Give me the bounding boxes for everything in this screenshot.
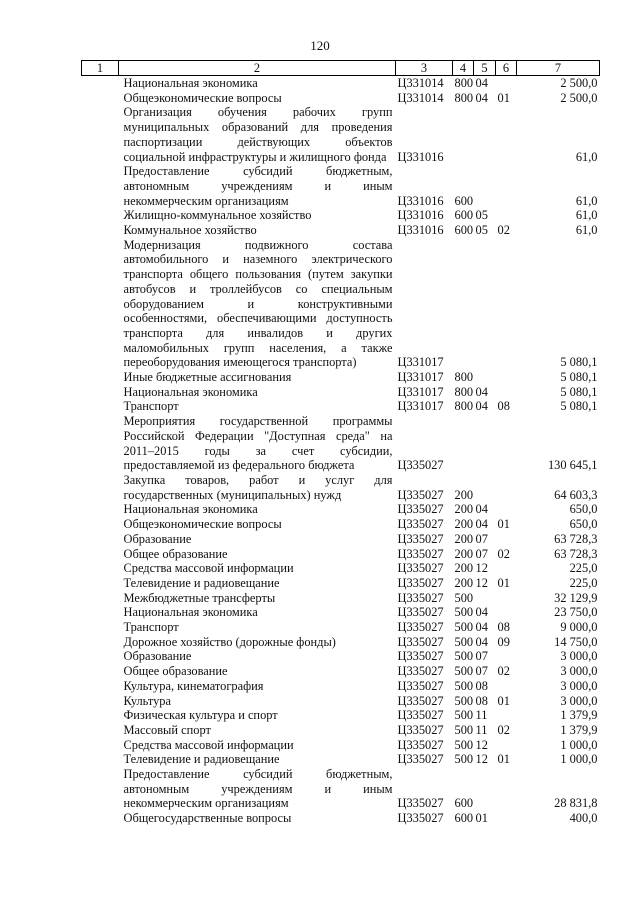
section-cell: 05 — [475, 208, 488, 223]
target-code-cell: Ц331016 — [397, 193, 444, 208]
amount-cell: 14 750,0 — [554, 634, 598, 649]
amount-cell: 3 000,0 — [560, 693, 598, 708]
section-cell: 12 — [475, 752, 488, 767]
table-row — [82, 576, 600, 591]
column-header: 7 — [517, 61, 600, 76]
table-row — [82, 238, 600, 370]
section-cell: 07 — [475, 531, 488, 546]
target-code-cell: Ц335027 — [397, 561, 444, 576]
item-name-cell: Иные бюджетные ассигнования — [123, 370, 292, 385]
item-name-cell: Межбюджетные трансферты — [123, 590, 276, 605]
subsection-cell — [496, 561, 517, 576]
subsection-cell: 02 — [497, 664, 510, 679]
expense-type-cell: 500 — [454, 678, 474, 693]
target-code-cell: Ц335027 — [397, 664, 444, 679]
subsection-cell: 02 — [497, 223, 510, 238]
table-row — [82, 811, 600, 826]
target-code-cell: Ц335027 — [397, 634, 444, 649]
row-number-cell — [82, 767, 119, 811]
row-number-cell — [82, 473, 119, 502]
expense-type-cell: 500 — [454, 664, 474, 679]
item-name-cell: Национальная экономика — [123, 605, 258, 620]
row-number-cell — [82, 547, 119, 562]
expense-type-cell: 200 — [454, 575, 474, 590]
amount-cell: 9 000,0 — [560, 620, 598, 635]
section-cell: 04 — [475, 634, 488, 649]
amount-cell: 5 080,1 — [560, 355, 598, 370]
table-row — [82, 591, 600, 606]
section-cell — [474, 414, 496, 473]
column-header: 4 — [453, 61, 474, 76]
column-header: 1 — [82, 61, 119, 76]
row-number-cell — [82, 752, 119, 767]
expense-type-cell: 600 — [454, 193, 474, 208]
item-name-cell: Физическая культура и спорт — [123, 708, 278, 723]
row-number-cell — [82, 164, 119, 208]
budget-table — [81, 60, 600, 826]
amount-cell: 3 000,0 — [560, 649, 598, 664]
expense-type-cell: 200 — [454, 546, 474, 561]
expense-type-cell: 500 — [454, 708, 474, 723]
subsection-cell — [496, 591, 517, 606]
row-number-cell — [82, 620, 119, 635]
item-name-cell: Общеэкономические вопросы — [123, 517, 282, 532]
target-code-cell: Ц335027 — [397, 811, 444, 826]
expense-type-cell: 600 — [454, 223, 474, 238]
subsection-cell — [496, 811, 517, 826]
target-code-cell: Ц335027 — [397, 796, 444, 811]
table-row — [82, 649, 600, 664]
table-row — [82, 473, 600, 502]
item-name-cell: Общегосударственные вопросы — [123, 811, 292, 826]
section-cell: 04 — [475, 502, 488, 517]
subsection-cell — [496, 679, 517, 694]
row-number-cell — [82, 635, 119, 650]
column-header: 5 — [474, 61, 496, 76]
table-row — [82, 105, 600, 164]
subsection-cell — [496, 164, 517, 208]
expense-type-cell: 800 — [454, 76, 474, 90]
table-row — [82, 517, 600, 532]
target-code-cell: Ц335027 — [397, 487, 444, 502]
section-cell: 01 — [475, 811, 488, 826]
expense-type-cell: 500 — [454, 737, 474, 752]
section-cell: 08 — [475, 678, 488, 693]
section-cell: 07 — [475, 649, 488, 664]
row-number-cell — [82, 723, 119, 738]
item-name-cell: Транспорт — [123, 620, 179, 635]
row-number-cell — [82, 649, 119, 664]
amount-cell: 1 000,0 — [560, 737, 598, 752]
amount-cell: 3 000,0 — [560, 678, 598, 693]
item-name-cell: Организация обучения рабочих групп муниципальных образований для проведения паспортизации действующих объектов социальной инфраструктуры и жилищного фонда — [123, 105, 393, 164]
item-name-cell: Закупка товаров, работ и услуг для государственных (муниципальных) нужд — [123, 472, 393, 502]
table-row — [82, 723, 600, 738]
target-code-cell: Ц335027 — [397, 605, 444, 620]
item-name-cell: Массовый спорт — [123, 722, 211, 737]
table-row — [82, 708, 600, 723]
row-number-cell — [82, 708, 119, 723]
target-code-cell: Ц335027 — [397, 752, 444, 767]
row-number-cell — [82, 679, 119, 694]
row-number-cell — [82, 238, 119, 370]
subsection-cell — [496, 238, 517, 370]
amount-cell: 5 080,1 — [560, 399, 598, 414]
subsection-cell: 08 — [497, 399, 510, 414]
amount-cell: 650,0 — [569, 502, 598, 517]
item-name-cell: Средства массовой информации — [123, 737, 294, 752]
target-code-cell: Ц335027 — [397, 531, 444, 546]
column-header: 6 — [496, 61, 517, 76]
subsection-cell: 02 — [497, 546, 510, 561]
section-cell: 04 — [475, 605, 488, 620]
expense-type-cell: 200 — [454, 561, 474, 576]
table-row — [82, 561, 600, 576]
table-row — [82, 679, 600, 694]
amount-cell: 130 645,1 — [547, 458, 598, 473]
table-row — [82, 370, 600, 385]
target-code-cell: Ц335027 — [397, 458, 444, 473]
table-row — [82, 635, 600, 650]
row-number-cell — [82, 502, 119, 517]
expense-type-cell: 500 — [454, 620, 474, 635]
subsection-cell: 01 — [497, 693, 510, 708]
row-number-cell — [82, 561, 119, 576]
target-code-cell: Ц335027 — [397, 693, 444, 708]
item-name-cell: Дорожное хозяйство (дорожные фонды) — [123, 634, 336, 649]
row-number-cell — [82, 223, 119, 238]
table-row — [82, 76, 600, 91]
target-code-cell: Ц331017 — [397, 384, 444, 399]
amount-cell: 32 129,9 — [554, 590, 598, 605]
row-number-cell — [82, 105, 119, 164]
section-cell: 11 — [475, 722, 488, 737]
section-cell — [474, 238, 496, 370]
section-cell — [474, 767, 496, 811]
table-row — [82, 502, 600, 517]
subsection-cell — [496, 605, 517, 620]
item-name-cell: Телевидение и радиовещание — [123, 575, 280, 590]
section-cell: 04 — [475, 384, 488, 399]
subsection-cell — [496, 738, 517, 753]
item-name-cell: Общее образование — [123, 546, 228, 561]
target-code-cell: Ц331016 — [397, 149, 444, 164]
target-code-cell: Ц335027 — [397, 590, 444, 605]
table-row — [82, 605, 600, 620]
table-row — [82, 223, 600, 238]
subsection-cell — [496, 105, 517, 164]
row-number-cell — [82, 414, 119, 473]
table-row — [82, 208, 600, 223]
table-row — [82, 547, 600, 562]
subsection-cell — [496, 502, 517, 517]
row-number-cell — [82, 532, 119, 547]
item-name-cell: Национальная экономика — [123, 76, 258, 90]
item-name-cell: Общее образование — [123, 664, 228, 679]
amount-cell: 1 379,9 — [560, 722, 598, 737]
subsection-cell — [496, 532, 517, 547]
section-cell: 12 — [475, 737, 488, 752]
item-name-cell: Предоставление субсидий бюджетным, автономным учреждениям и иным некоммерческим организациям — [123, 767, 393, 811]
amount-cell: 400,0 — [569, 811, 598, 826]
section-cell: 05 — [475, 223, 488, 238]
expense-type-cell: 800 — [454, 90, 474, 105]
section-cell — [474, 473, 496, 502]
subsection-cell — [496, 414, 517, 473]
section-cell: 12 — [475, 575, 488, 590]
subsection-cell — [496, 76, 517, 91]
row-number-cell — [82, 811, 119, 826]
table-row — [82, 91, 600, 106]
amount-cell: 3 000,0 — [560, 664, 598, 679]
item-name-cell: Телевидение и радиовещание — [123, 752, 280, 767]
section-cell: 04 — [475, 76, 488, 90]
target-code-cell: Ц335027 — [397, 620, 444, 635]
item-name-cell: Модернизация подвижного состава автомобильного и наземного электрического транспорта общего пользования (путем закупки автобусов и троллейбусов со специальным оборудованием и конструктивными особенностями, обеспечивающими доступность транспорта для инвалидов и других маломобильных групп населения, а также переоборудования имеющегося транспорта) — [123, 237, 393, 370]
item-name-cell: Средства массовой информации — [123, 561, 294, 576]
row-number-cell — [82, 694, 119, 709]
item-name-cell: Общеэкономические вопросы — [123, 90, 282, 105]
target-code-cell: Ц335027 — [397, 678, 444, 693]
table-row — [82, 399, 600, 414]
item-name-cell: Национальная экономика — [123, 502, 258, 517]
amount-cell: 1 000,0 — [560, 752, 598, 767]
header-row — [82, 61, 600, 76]
section-cell: 04 — [475, 517, 488, 532]
subsection-cell — [496, 385, 517, 400]
section-cell — [474, 164, 496, 208]
expense-type-cell: 600 — [454, 811, 474, 826]
expense-type-cell: 200 — [454, 502, 474, 517]
subsection-cell: 01 — [497, 752, 510, 767]
item-name-cell: Национальная экономика — [123, 384, 258, 399]
amount-cell: 2 500,0 — [560, 76, 598, 90]
expense-type-cell — [453, 105, 474, 164]
table-row — [82, 620, 600, 635]
expense-type-cell — [453, 414, 474, 473]
subsection-cell: 08 — [497, 620, 510, 635]
subsection-cell — [496, 708, 517, 723]
amount-cell: 1 379,9 — [560, 708, 598, 723]
amount-cell: 61,0 — [575, 193, 598, 208]
expense-type-cell: 500 — [454, 752, 474, 767]
subsection-cell: 01 — [497, 90, 510, 105]
amount-cell: 5 080,1 — [560, 370, 598, 385]
row-number-cell — [82, 385, 119, 400]
table-row — [82, 738, 600, 753]
target-code-cell: Ц331014 — [397, 90, 444, 105]
target-code-cell: Ц335027 — [397, 517, 444, 532]
table-row — [82, 664, 600, 679]
expense-type-cell: 500 — [454, 590, 474, 605]
target-code-cell: Ц331017 — [397, 355, 444, 370]
table-row — [82, 385, 600, 400]
amount-cell: 61,0 — [575, 208, 598, 223]
section-cell: 04 — [475, 620, 488, 635]
row-number-cell — [82, 399, 119, 414]
subsection-cell — [496, 370, 517, 385]
subsection-cell — [496, 649, 517, 664]
row-number-cell — [82, 517, 119, 532]
table-row — [82, 164, 600, 208]
target-code-cell: Ц335027 — [397, 708, 444, 723]
row-number-cell — [82, 605, 119, 620]
target-code-cell: Ц331016 — [397, 223, 444, 238]
expense-type-cell: 500 — [454, 605, 474, 620]
target-code-cell: Ц331014 — [397, 76, 444, 90]
expense-type-cell: 200 — [454, 487, 474, 502]
target-code-cell: Ц335027 — [397, 649, 444, 664]
row-number-cell — [82, 76, 119, 91]
row-number-cell — [82, 576, 119, 591]
item-name-cell: Культура — [123, 693, 171, 708]
amount-cell: 650,0 — [569, 517, 598, 532]
item-name-cell: Коммунальное хозяйство — [123, 223, 257, 238]
amount-cell: 2 500,0 — [560, 90, 598, 105]
expense-type-cell: 500 — [454, 722, 474, 737]
section-cell: 04 — [475, 90, 488, 105]
amount-cell: 225,0 — [569, 561, 598, 576]
table-row — [82, 694, 600, 709]
target-code-cell: Ц335027 — [397, 722, 444, 737]
section-cell: 07 — [475, 664, 488, 679]
item-name-cell: Образование — [123, 531, 192, 546]
page-number: 120 — [310, 38, 330, 53]
expense-type-cell: 500 — [454, 634, 474, 649]
target-code-cell: Ц335027 — [397, 737, 444, 752]
subsection-cell — [496, 473, 517, 502]
row-number-cell — [82, 91, 119, 106]
amount-cell: 23 750,0 — [554, 605, 598, 620]
expense-type-cell: 200 — [454, 531, 474, 546]
expense-type-cell: 800 — [454, 370, 474, 385]
target-code-cell: Ц335027 — [397, 546, 444, 561]
table-row — [82, 532, 600, 547]
expense-type-cell: 600 — [454, 208, 474, 223]
amount-cell: 225,0 — [569, 575, 598, 590]
amount-cell: 61,0 — [575, 149, 598, 164]
section-cell — [474, 105, 496, 164]
subsection-cell: 01 — [497, 575, 510, 590]
row-number-cell — [82, 738, 119, 753]
section-cell: 07 — [475, 546, 488, 561]
row-number-cell — [82, 591, 119, 606]
expense-type-cell — [453, 238, 474, 370]
expense-type-cell: 500 — [454, 693, 474, 708]
item-name-cell: Транспорт — [123, 399, 179, 414]
section-cell: 04 — [475, 399, 488, 414]
amount-cell: 61,0 — [575, 223, 598, 238]
table-row — [82, 767, 600, 811]
amount-cell: 5 080,1 — [560, 384, 598, 399]
expense-type-cell: 600 — [454, 796, 474, 811]
expense-type-cell: 800 — [454, 399, 474, 414]
target-code-cell: Ц335027 — [397, 502, 444, 517]
section-cell: 08 — [475, 693, 488, 708]
subsection-cell: 02 — [497, 722, 510, 737]
section-cell — [474, 370, 496, 385]
section-cell: 12 — [475, 561, 488, 576]
item-name-cell: Предоставление субсидий бюджетным, автономным учреждениям и иным некоммерческим организациям — [123, 164, 393, 208]
item-name-cell: Мероприятия государственной программы Российской Федерации "Доступная среда" на 2011–2015 годы за счет субсидии, предоставляемой из федерального бюджета — [123, 414, 393, 473]
row-number-cell — [82, 208, 119, 223]
subsection-cell — [496, 767, 517, 811]
expense-type-cell: 200 — [454, 517, 474, 532]
target-code-cell: Ц331016 — [397, 208, 444, 223]
amount-cell: 63 728,3 — [554, 546, 598, 561]
subsection-cell: 09 — [497, 634, 510, 649]
row-number-cell — [82, 370, 119, 385]
subsection-cell: 01 — [497, 517, 510, 532]
subsection-cell — [496, 208, 517, 223]
amount-cell: 63 728,3 — [554, 531, 598, 546]
expense-type-cell: 800 — [454, 384, 474, 399]
target-code-cell: Ц331017 — [397, 370, 444, 385]
target-code-cell: Ц331017 — [397, 399, 444, 414]
amount-cell: 64 603,3 — [554, 487, 598, 502]
row-number-cell — [82, 664, 119, 679]
item-name-cell: Жилищно-коммунальное хозяйство — [123, 208, 312, 223]
amount-cell: 28 831,8 — [554, 796, 598, 811]
column-header: 2 — [119, 61, 396, 76]
target-code-cell: Ц335027 — [397, 575, 444, 590]
item-name-cell: Образование — [123, 649, 192, 664]
expense-type-cell: 500 — [454, 649, 474, 664]
section-cell — [474, 591, 496, 606]
table-row — [82, 414, 600, 473]
item-name-cell: Культура, кинематография — [123, 678, 264, 693]
column-header: 3 — [396, 61, 453, 76]
section-cell: 11 — [475, 708, 488, 723]
table-row — [82, 752, 600, 767]
